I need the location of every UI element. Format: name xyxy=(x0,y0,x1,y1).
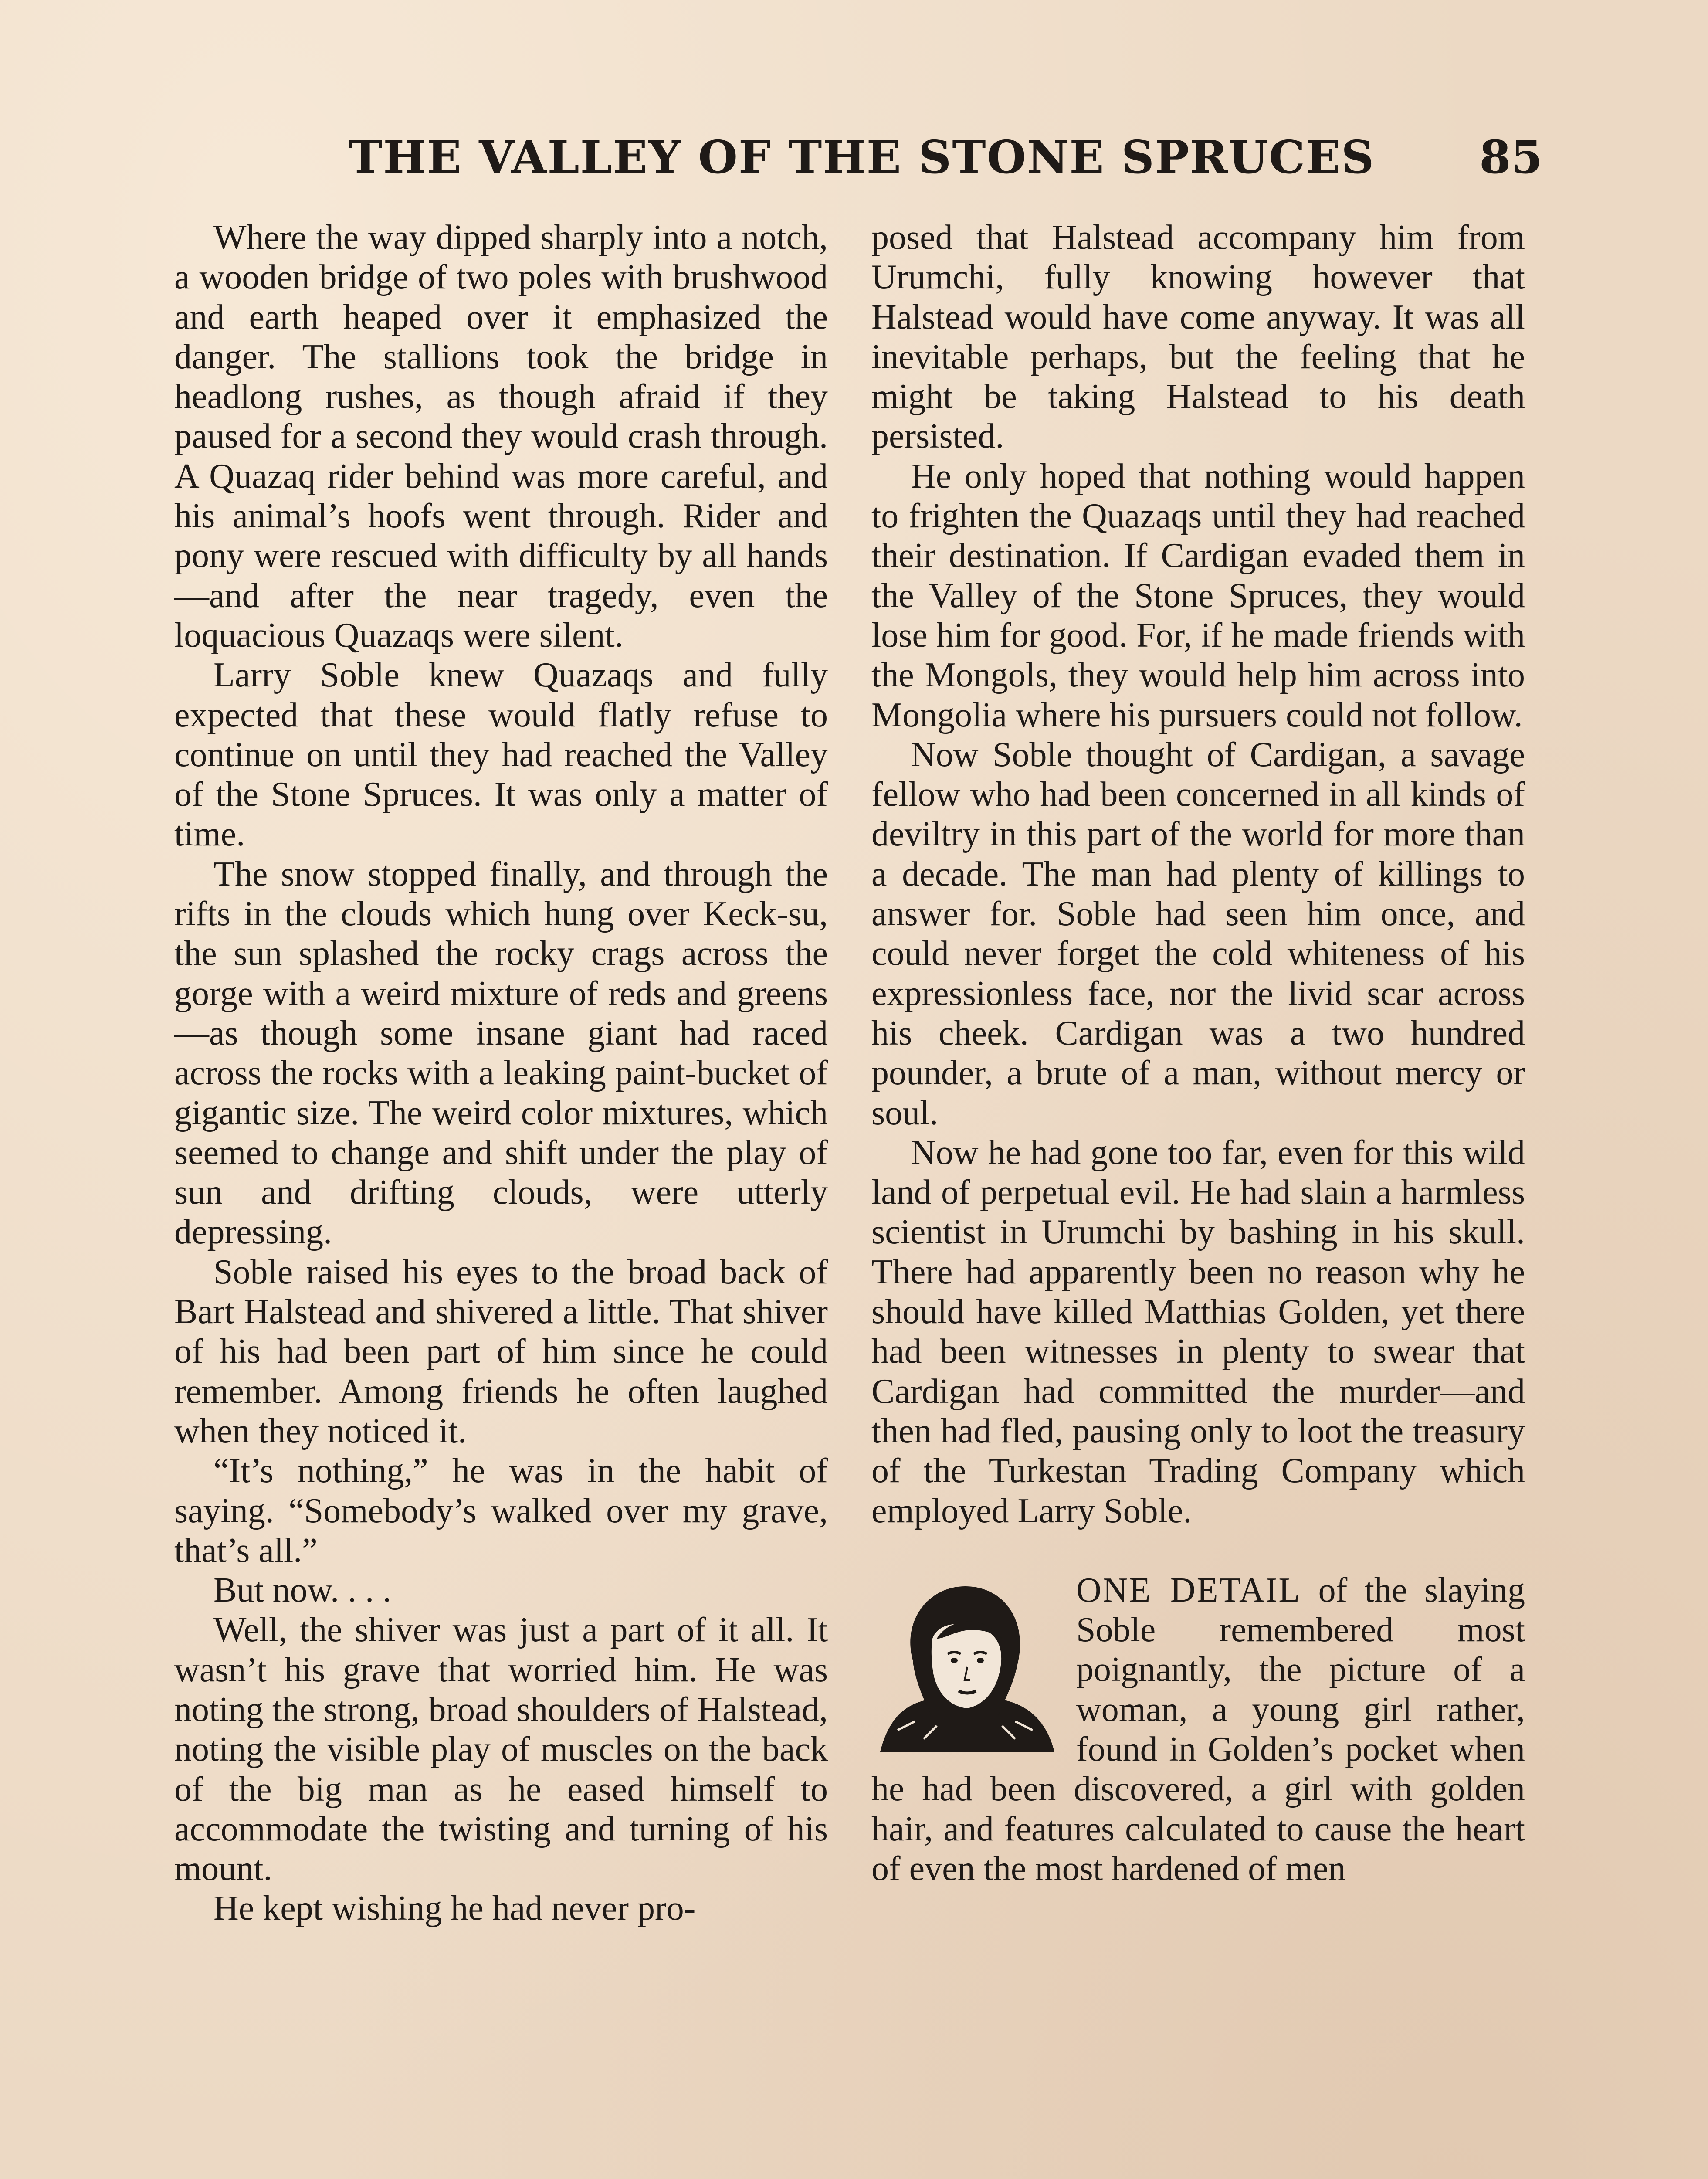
section-opening xyxy=(871,1571,1525,1889)
paragraph: Well, the shiver was just a part of it all. It wasn’t his grave that worried him. He was noting the strong, broad shoulders of Halstead, noting the visible play of muscles on the back of the big man as he eased himself to accommodate the twisting and turning of his mount. xyxy=(174,1611,828,1888)
paragraph: “It’s nothing,” he was in the habit of saying. “Somebody’s walked over my grave, that’s all.” xyxy=(174,1452,828,1570)
paragraph-continuation: posed that Halstead accompany him from Urumchi, fully knowing however that Halstead would have come anyway. It was all inevitable perhaps, but the feeling that he might be taking Halstead to his death persisted. xyxy=(871,218,1525,456)
paragraph: Where the way dipped sharply into a notch, a wooden bridge of two poles with brushwood and earth heaped over it emphasized the danger. The stallions took the bridge in headlong rushes, as though afraid if they paused for a second they would crash through. A Quazaq rider behind was more careful, and his animal’s hoofs went through. Rider and pony were rescued with difficulty by all hands—and after the near tragedy, even the loquacious Quazaqs were silent. xyxy=(174,218,828,655)
paragraph: The snow stopped finally, and through the rifts in the clouds which hung over Keck-su, the sun splashed the rocky crags across the gorge with a weird mixture of reds and greens—as though some insane giant had raced across the rocks with a leaking paint-bucket of gigantic size. The weird color mixtures, which seemed to change and shift under the play of sun and drifting clouds, were utterly depressing. xyxy=(174,855,828,1252)
paragraph: But now. . . . xyxy=(214,1571,392,1610)
page-number: 85 xyxy=(1479,130,1542,184)
right-column xyxy=(871,218,1525,1889)
paragraph: Now he had gone too far, even for this wild land of perpetual evil. He had slain a harmless scientist in Urumchi by bashing in his skull. There had apparently been no reason why he should have killed Matthias Golden, yet there had been witnesses in plenty to swear that Cardigan had committed the murder—and then had fled, pausing only to loot the treasury of the Turkestan Trading Company which employed Larry Soble. xyxy=(871,1133,1525,1530)
paragraph: Larry Soble knew Quazaqs and fully expected that these would flatly refuse to continue on until they had reached the Valley of the Stone Spruces. It was only a matter of time. xyxy=(174,656,828,854)
paragraph: He kept wishing he had never pro- xyxy=(214,1889,696,1928)
paragraph: Now Soble thought of Cardigan, a savage fellow who had been concerned in all kinds of deviltry in this part of the world for more than a decade. The man had plenty of killings to answer for. Soble had seen him once, and could never forget the cold whiteness of his expressionless face, nor the livid scar across his cheek. Cardigan was a two hundred pounder, a brute of a man, without mercy or soul. xyxy=(871,735,1525,1132)
paragraph: Soble raised his eyes to the broad back of Bart Halstead and shivered a little. That shiver of his had been part of him since he could remember. Among friends he often laughed when they noticed it. xyxy=(174,1252,828,1450)
left-column xyxy=(174,218,828,1929)
section-text: of the slaying Soble remembered most poignantly, the picture of a woman, a young girl rather, found in Golden’s pocket when he had been discovered, a girl with golden hair, and features calculated to cause the heart of even the most hardened of men xyxy=(871,1571,1525,1888)
section-lead: ONE DETAIL xyxy=(1076,1571,1301,1609)
paragraph: He only hoped that nothing would happen to frighten the Quazaqs until they had reached their destination. If Cardigan evaded them in the Valley of the Stone Spruces, they would lose him for good. For, if he made friends with the Mongols, they would help him across into Mongolia where his pursuers could not follow. xyxy=(871,457,1525,734)
running-title: THE VALLEY OF THE STONE SPRUCES xyxy=(349,130,1375,184)
page-header xyxy=(349,118,1542,196)
woman-portrait-icon xyxy=(871,1573,1059,1756)
